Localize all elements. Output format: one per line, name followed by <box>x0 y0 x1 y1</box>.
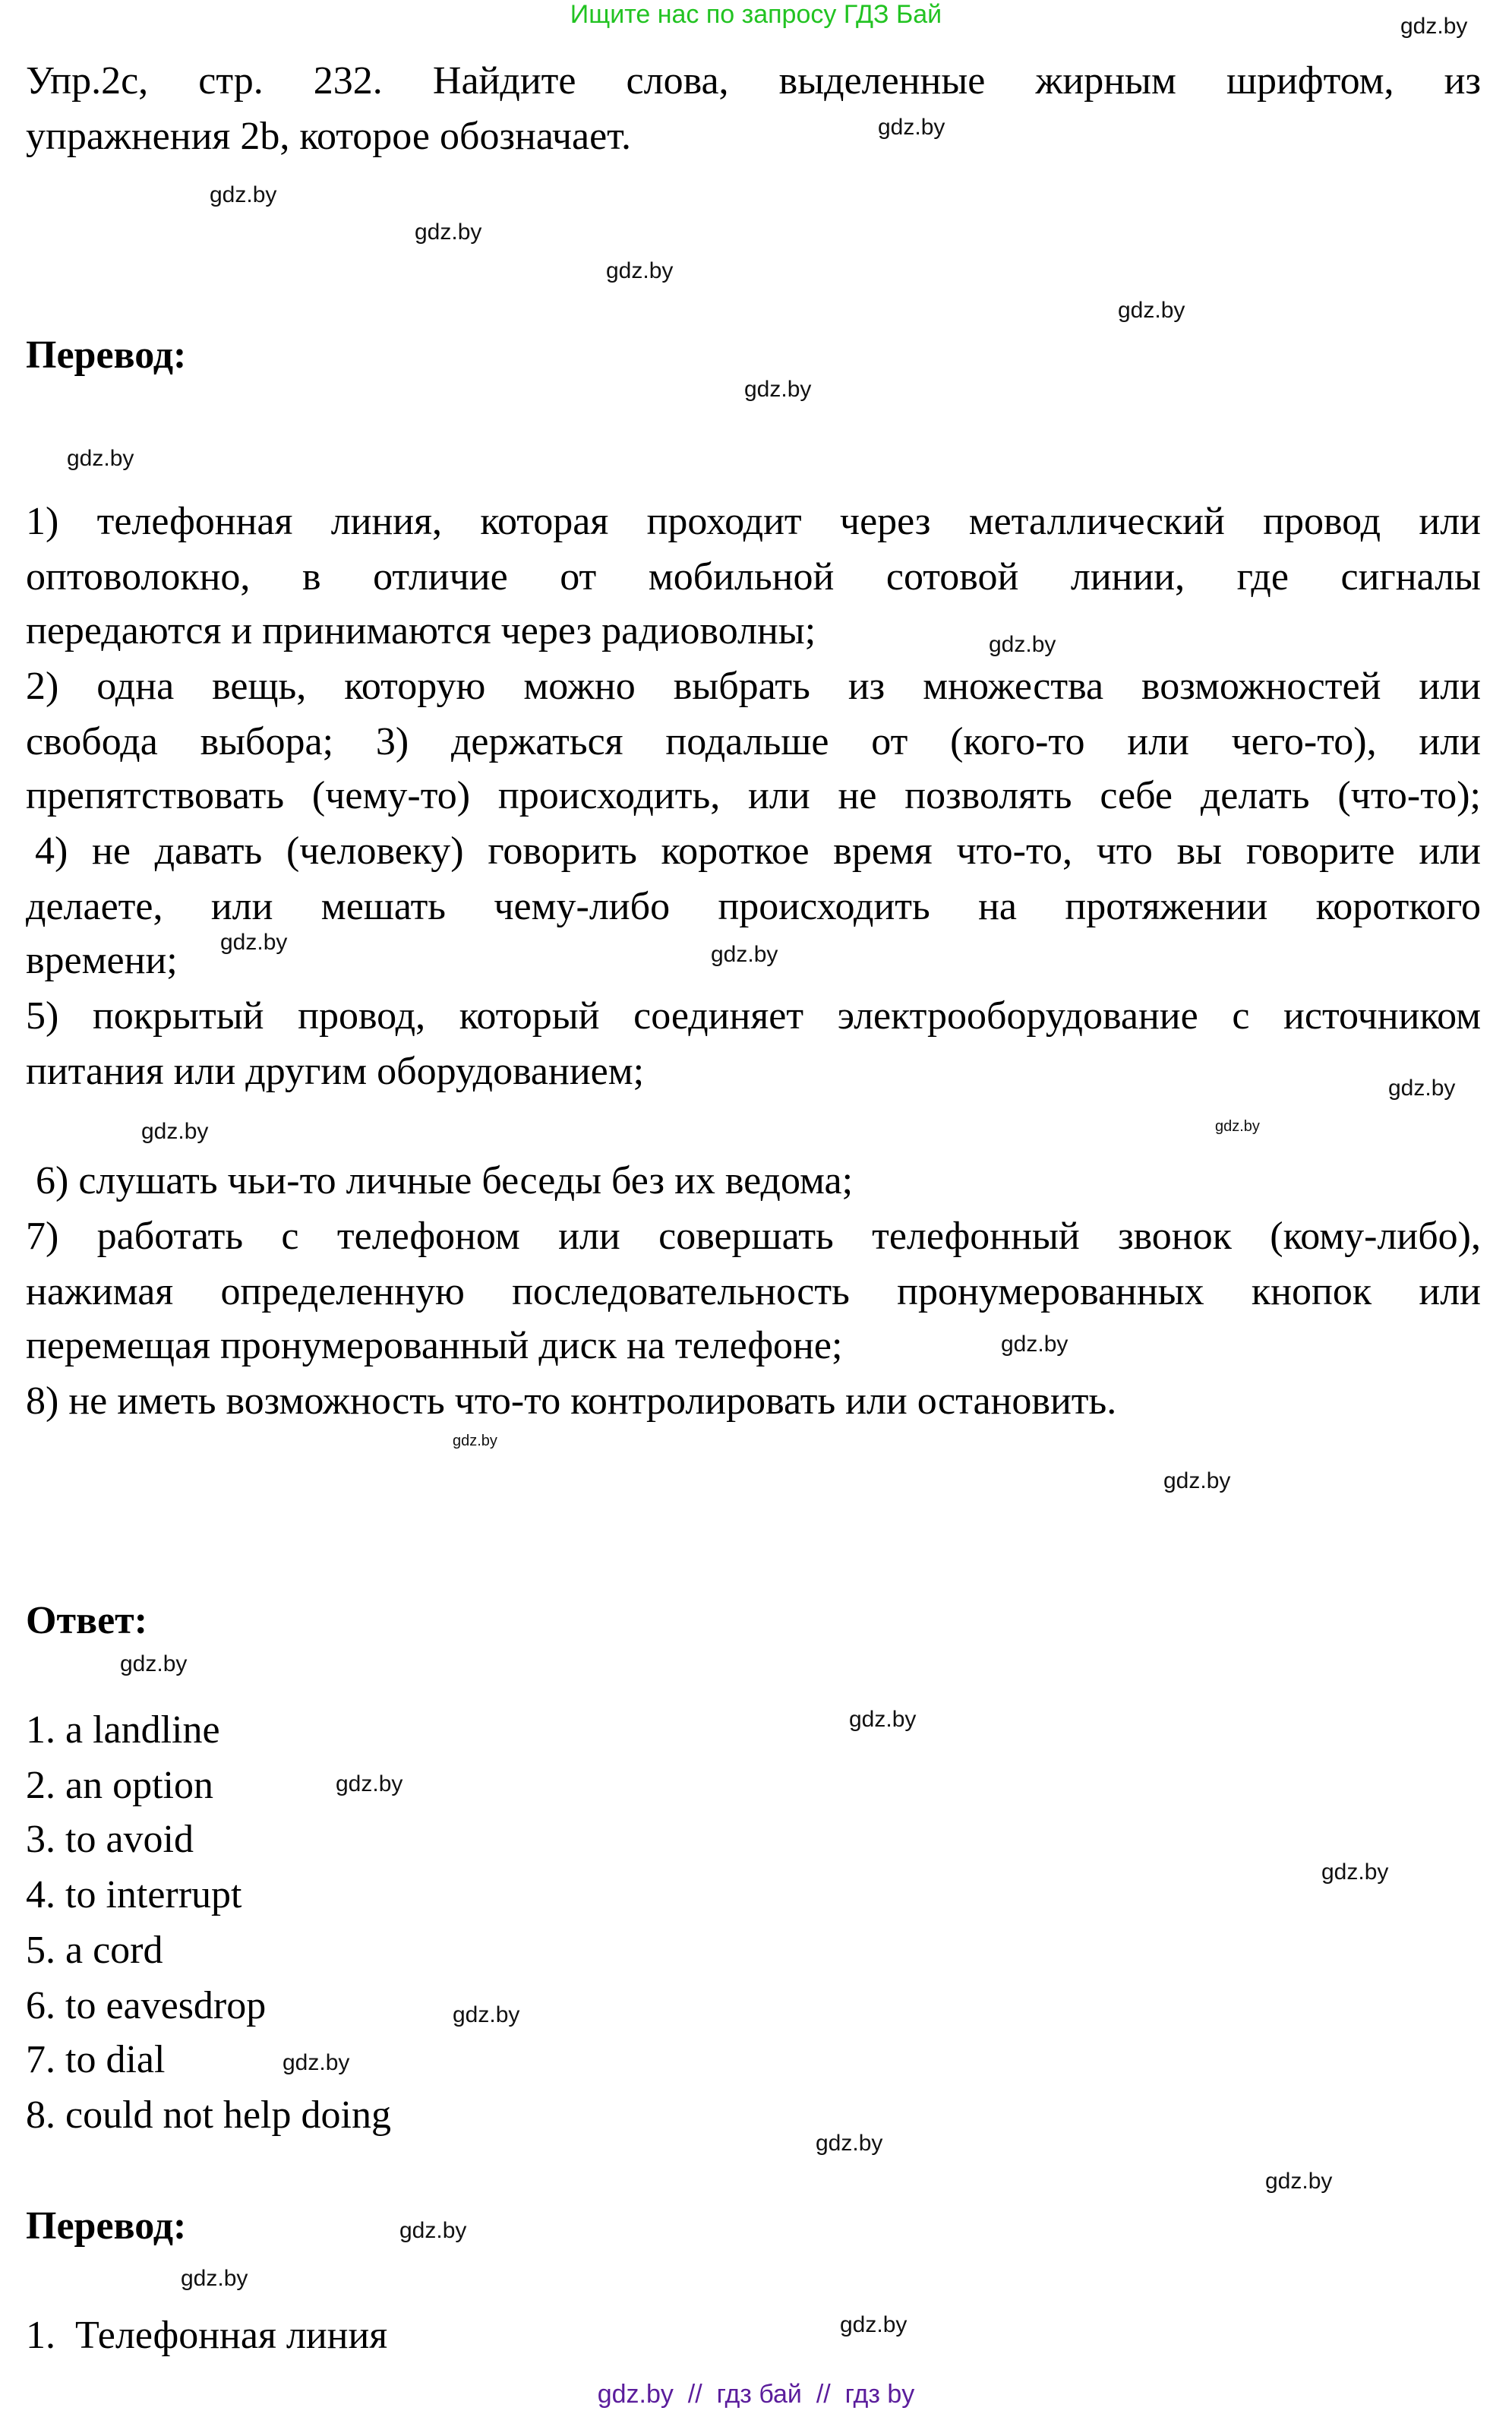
search-banner: Ищите нас по запросу ГДЗ Бай <box>570 0 942 29</box>
watermark: gdz.by <box>989 632 1056 657</box>
translation-line: 6) слушать чьи-то личные беседы без их ведома; <box>26 1159 854 1202</box>
task-line: упражнения 2b, которое обозначает. <box>26 115 631 158</box>
watermark: gdz.by <box>210 182 277 207</box>
answer-item: 7. to dial <box>26 2038 166 2081</box>
watermark: gdz.by <box>744 377 812 402</box>
watermark: gdz.by <box>453 1433 497 1449</box>
watermark: gdz.by <box>141 1119 209 1144</box>
watermark: gdz.by <box>283 2050 350 2075</box>
translation-line: 8) не иметь возможность что-то контролировать или остановить. <box>26 1379 1117 1423</box>
answer-translation-heading: Перевод: <box>26 2204 187 2248</box>
answer-item: 6. to eavesdrop <box>26 1984 267 2027</box>
answer-translation-item: 1. Телефонная линия <box>26 2314 388 2357</box>
answer-item: 3. to avoid <box>26 1818 194 1861</box>
translation-line: питания или другим оборудованием; <box>26 1050 645 1093</box>
watermark: gdz.by <box>1321 1859 1389 1885</box>
watermark: gdz.by <box>840 2312 908 2337</box>
answer-item: 4. to interrupt <box>26 1873 242 1916</box>
footer-links[interactable]: gdz.by // гдз бай // гдз by <box>597 2380 915 2409</box>
translation-line: 7) работать с телефоном или совершать телефонный звонок (кому-либо), <box>26 1215 1481 1258</box>
translation-line: 1) телефонная линия, которая проходит через металлический провод или <box>26 500 1481 543</box>
watermark: gdz.by <box>816 2131 883 2156</box>
answer-heading: Ответ: <box>26 1599 148 1642</box>
watermark: gdz.by <box>711 942 778 967</box>
watermark: gdz.by <box>1265 2169 1333 2194</box>
watermark: gdz.by <box>1400 14 1468 39</box>
translation-line: 4) не давать (человеку) говорить короткое время что-то, что вы говорите или <box>35 829 1481 873</box>
watermark: gdz.by <box>1001 1332 1069 1357</box>
translation-line: делаете, или мешать чему-либо происходить на протяжении короткого <box>26 885 1481 928</box>
watermark: gdz.by <box>220 930 288 955</box>
watermark: gdz.by <box>878 115 945 140</box>
watermark: gdz.by <box>849 1707 917 1732</box>
watermark: gdz.by <box>606 258 674 283</box>
watermark: gdz.by <box>1388 1076 1456 1101</box>
watermark: gdz.by <box>399 2218 467 2243</box>
translation-heading: Перевод: <box>26 333 187 377</box>
translation-line: времени; <box>26 939 178 982</box>
watermark: gdz.by <box>67 446 134 471</box>
watermark: gdz.by <box>1215 1118 1260 1135</box>
translation-line: 2) одна вещь, которую можно выбрать из множества возможностей или <box>26 665 1481 708</box>
translation-line: свобода выбора; 3) держаться подальше от (кого-то или чего-то), или <box>26 720 1481 763</box>
watermark: gdz.by <box>453 2002 520 2027</box>
watermark: gdz.by <box>1163 1468 1231 1493</box>
watermark: gdz.by <box>181 2266 248 2291</box>
watermark: gdz.by <box>415 220 482 245</box>
answer-item: 2. an option <box>26 1764 213 1807</box>
answer-item: 1. a landline <box>26 1708 220 1752</box>
translation-line: оптоволокно, в отличие от мобильной сотовой линии, где сигналы <box>26 555 1481 599</box>
watermark: gdz.by <box>120 1651 188 1676</box>
translation-line: передаются и принимаются через радиоволны; <box>26 609 816 652</box>
answer-item: 5. a cord <box>26 1929 163 1972</box>
watermark: gdz.by <box>336 1771 403 1796</box>
translation-line: перемещая пронумерованный диск на телефоне; <box>26 1324 843 1367</box>
watermark: gdz.by <box>1118 298 1185 323</box>
answer-item: 8. could not help doing <box>26 2093 391 2137</box>
translation-line: препятствовать (чему-то) происходить, или не позволять себе делать (что-то); <box>26 774 1481 817</box>
translation-line: 5) покрытый провод, который соединяет электрооборудование с источником <box>26 994 1481 1038</box>
translation-line: нажимая определенную последовательность пронумерованных кнопок или <box>26 1270 1481 1313</box>
task-line: Упр.2с, стр. 232. Найдите слова, выделенные жирным шрифтом, из <box>26 59 1481 103</box>
